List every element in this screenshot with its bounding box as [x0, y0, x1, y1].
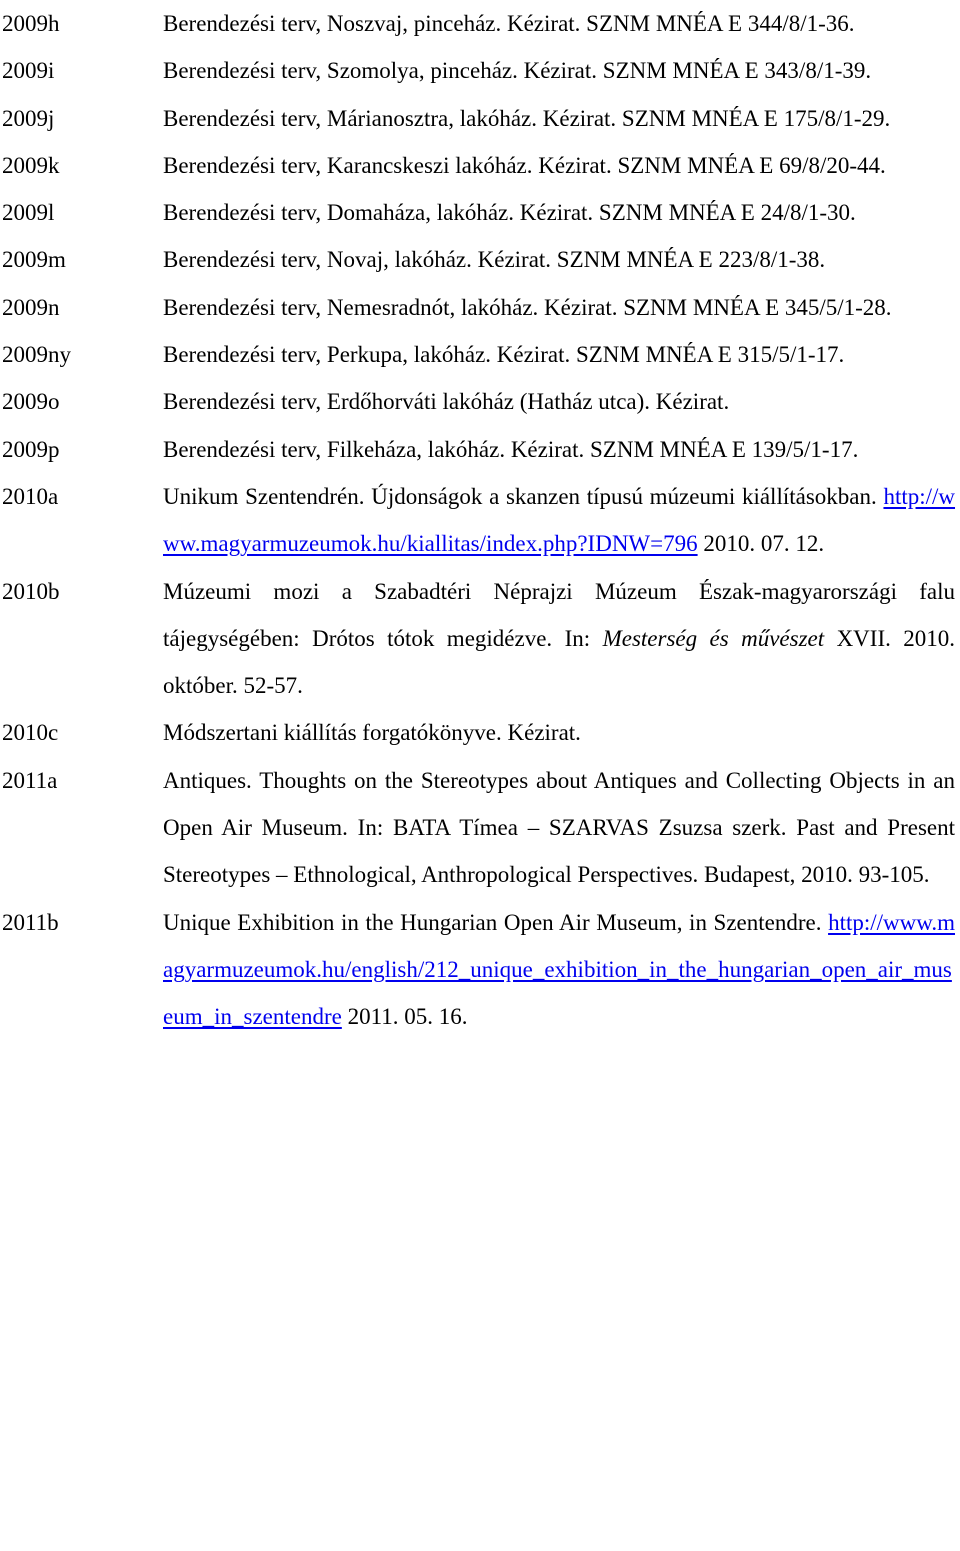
- entry-text-after: XVII. 2010. október. 52-57.: [163, 625, 956, 699]
- bibliography-entry: [0, 284, 960, 331]
- bibliography-entry: [0, 709, 960, 756]
- entry-key: 2009h: [2, 11, 60, 36]
- entry-text: [163, 899, 955, 1041]
- entry-text-before: Unique Exhibition in the Hungarian Open Air Museum, in Szentendre.: [163, 909, 822, 935]
- entry-access-date: 2011. 05. 16.: [347, 1004, 468, 1030]
- bibliography-entry: [0, 189, 960, 236]
- entry-text-before: Unikum Szentendrén. Újdonságok a skanzen típusú múzeumi kiállításokban.: [163, 483, 877, 509]
- entry-text: Berendezési terv, Perkupa, lakóház. Kézirat. SZNM MNÉA E 315/5/1-17.: [163, 342, 845, 368]
- entry-key: 2009k: [2, 152, 60, 178]
- bibliography-entry: [0, 426, 960, 473]
- entry-text: Berendezési terv, Szomolya, pinceház. Kézirat. SZNM MNÉA E 343/8/1-39.: [163, 58, 872, 84]
- entry-text: [163, 568, 955, 710]
- entry-key: 2010a: [2, 483, 59, 509]
- url-link[interactable]: http://www.magyarmuzeumok.hu/kiallitas/index.php?IDNW=796: [163, 483, 956, 557]
- entry-text-before: Múzeumi mozi a Szabadtéri Néprajzi Múzeum Észak-magyarországi falu tájegységében: Drótos tótok megidézve. In:: [163, 578, 955, 651]
- entry-key: 2009p: [2, 436, 60, 462]
- bibliography-entry: [0, 899, 960, 1041]
- entry-key: 2009ny: [2, 342, 71, 368]
- entry-key: 2009n: [2, 294, 60, 320]
- entry-key: 2010c: [2, 720, 59, 746]
- bibliography-entry: [0, 473, 960, 568]
- entry-text: Berendezési terv, Márianosztra, lakóház. Kézirat. SZNM MNÉA E 175/8/1-29.: [163, 105, 891, 131]
- entry-key: 2009j: [2, 105, 55, 131]
- bibliography-entry: [0, 757, 960, 899]
- entry-key: 2010b: [2, 578, 60, 604]
- entry-text: Antiques. Thoughts on the Stereotypes about Antiques and Collecting Objects in an Open Air Museum. In: BATA Tímea – SZARVAS Zsuzsa szerk. Past and Present Stereotypes – Ethnological, Anthropological Perspectives. Budapest, 2010. 93-105.: [163, 767, 955, 888]
- entry-text: Berendezési terv, Domaháza, lakóház. Kézirat. SZNM MNÉA E 24/8/1-30.: [163, 200, 856, 226]
- entry-key: 2011a: [2, 767, 58, 793]
- bibliography-entry: [0, 568, 960, 710]
- bibliography-entry: [0, 95, 960, 142]
- entry-text: Módszertani kiállítás forgatókönyve. Kézirat.: [163, 720, 581, 746]
- bibliography-entry: [0, 0, 960, 47]
- entry-text: Berendezési terv, Karancskeszi lakóház. Kézirat. SZNM MNÉA E 69/8/20-44.: [163, 152, 886, 178]
- entry-key: 2009l: [2, 200, 55, 226]
- entry-key: 2009i: [2, 58, 55, 84]
- entry-text: Berendezési terv, Novaj, lakóház. Kézirat. SZNM MNÉA E 223/8/1-38.: [163, 247, 826, 273]
- entry-text: Berendezési terv, Filkeháza, lakóház. Kézirat. SZNM MNÉA E 139/5/1-17.: [163, 436, 859, 462]
- url-link[interactable]: http://www.magyarmuzeumok.hu/english/212_unique_exhibition_in_the_hungarian_open_air_museum_in_szentendre: [163, 909, 955, 1030]
- bibliography-entry: [0, 378, 960, 425]
- entry-text: Berendezési terv, Erdőhorváti lakóház (Hatház utca). Kézirat.: [163, 389, 730, 415]
- bibliography-entry: [0, 236, 960, 283]
- entry-key: 2011b: [2, 909, 59, 935]
- entry-text: [163, 473, 955, 568]
- entry-access-date: 2010. 07. 12.: [703, 531, 825, 557]
- bibliography-entry: [0, 47, 960, 94]
- bibliography-entry: [0, 331, 960, 378]
- journal-title: Mesterség és művészet: [602, 625, 825, 651]
- entry-text: Berendezési terv, Nemesradnót, lakóház. Kézirat. SZNM MNÉA E 345/5/1-28.: [163, 294, 892, 320]
- bibliography-entry: [0, 142, 960, 189]
- entry-key: 2009o: [2, 389, 60, 415]
- entry-text: Berendezési terv, Noszvaj, pinceház. Kézirat. SZNM MNÉA E 344/8/1-36.: [163, 11, 855, 36]
- entry-key: 2009m: [2, 247, 66, 273]
